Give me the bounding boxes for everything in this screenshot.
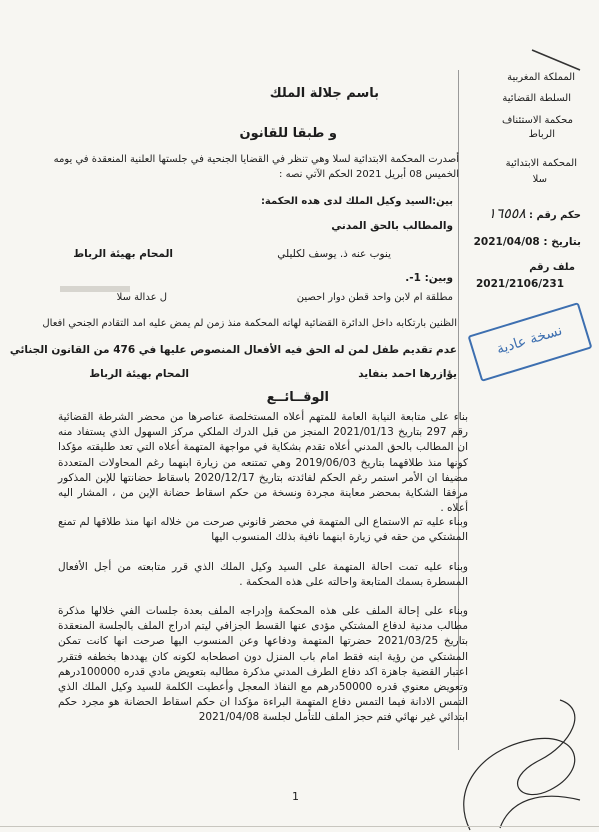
copy-stamp: نسخة عادية: [468, 302, 593, 382]
and-line: وبين: 1-.: [405, 272, 453, 284]
file-number: 2021/2106/231: [476, 278, 565, 290]
defendant-detail: ل عدالة سلا: [116, 292, 167, 303]
defendant-address: مطلقة ام لابن واحد قطن دوار احصين: [296, 292, 453, 303]
page-number: 1: [292, 790, 299, 803]
facts-paragraph-2: وبناء عليه تم الاستماع الى المتهمة في محضر قانوني صرحت من خلاله انها منذ طلاقها لم تمنع المشتكي من حقه في زيارة ابنهما نافية بذلك المنسوب اليها: [58, 516, 468, 544]
signature-icon: [440, 690, 599, 832]
representative-2-role: المحام بهيئة الرباط: [89, 368, 189, 380]
charge-line: عدم تقديم طفل لمن له الحق فيه الأفعال المنصوص عليها في 476 من القانون الجنائي: [9, 344, 457, 356]
ruling-date-label: بتاريخ :: [543, 236, 581, 248]
facts-paragraph-1: بناء على متابعة النيابة العامة للمتهم أعلاه المستخلصة عناصرها من محضر الشرطة القضائية رقم 297 بتاريخ 2021/01/13 المنجز من قبل الدرك الملكي مركز السهول الذي يستفاد منه ان المطالب بالحق المدني أعلاه تقدم بشكاية في مواجهة المتهمة أعلاه التي تعد طليقته مؤكدا كونها منذ طلاقهما بتاريخ 2019/06/03 وهي تمتنعه من زيارة ابنهما رغم المحاولات المتعددة مضيفا ان الأمر استمر رغم الحكم لفائدته بتاريخ 2020/12/17 باسقاط حضانتها للإبن المذكور مرفقا الشكاية بمحضر معاينة مجردة ونسخة من حكم اسقاط حضانة الإبن من ، المشار اليه أعلاه .: [58, 411, 469, 515]
ruling-number-row: [488, 206, 581, 222]
intro-line-2: الخميس 08 أبريل 2021 الحكم الآتي نصه :: [279, 169, 459, 180]
representative-1-name: ينوب عنه ذ. يوسف لكليلي: [277, 248, 391, 260]
pen-mark-icon: [528, 46, 588, 74]
representative-2-name: يؤازرها احمد بنفايد: [358, 368, 457, 380]
per-law: و طبقا للقانون: [239, 126, 337, 141]
intro: [49, 152, 459, 182]
invocation: باسم جلالة الملك: [269, 86, 379, 101]
ruling-date: 2021/04/08: [473, 236, 540, 248]
sidebar-first-court: المحكمة الابتدائية: [505, 158, 577, 169]
fold-line: [0, 826, 599, 827]
facts-paragraph-4: وبناء على إحالة الملف على هذه المحكمة وإدراجه الملف بعدة جلسات الفي خلالها مذكرة مطالب مدنية لدفاع المشتكي مؤدى عنها القسط الجزافي ليتم ادراج الملف بالجلسة المنعقدة بتاريخ 2021/03/25 حضرتها المتهمة ودفاعها وعن المنسوب اليها صرحت انها كانت تمكن المشتكي من رؤية ابنه فقط امام باب المنزل دون اصطحابه لكونه كان يهددها بخطفه فتقرر اعتبار القضية جاهزة اكد دفاع الطرف المدني مذكرة مطالبه بتعويض مادي قدره 100000درهم وتعويض معنوي قدره 50000درهم مع النفاذ المعجل وأعطيت الكلمة للسيد وكيل الملك الذي التمس الادانة فيما التمس دفاع المتهمة البراءة مؤكدا ان حكم اسقاط الحضانة هو مجرد حكم ابتدائي غير نهائي فتم حجز الملف للتأمل لجلسة 2021/04/08: [58, 605, 468, 724]
facts-heading: الوقــائــع: [266, 390, 329, 405]
facts-paragraph-3: وبناء عليه تمت احالة المتهمة على السيد وكيل الملك الذي قرر متابعته من أجل الأفعال المسطرة بسمك المتابعة واحالته على هذه المحكمة .: [58, 561, 468, 589]
sidebar-appeal-court: محكمة الاستئناف: [502, 115, 573, 126]
sidebar-first-city: سلا: [532, 174, 547, 185]
suspect-line: الظنين بارتكابه داخل الدائرة القضائية لهاته المحكمة منذ زمن لم يمض عليه امد التقادم الجنحي افعال: [42, 318, 457, 329]
between-line: بين:السيد وكيل الملك لدى هده الحكمة:: [260, 196, 453, 207]
ruling-date-row: [474, 236, 581, 248]
sidebar-authority: السلطة القضائية: [502, 93, 571, 104]
file-number-label: ملف رقم: [529, 262, 575, 273]
representative-1-role: المحام بهيئة الرباط: [73, 248, 173, 260]
intro-line-1: أصدرت المحكمة الابتدائية لسلا وهي تنظر في القضايا الجنحية في جلستها العلنية المنعقدة في يومه: [53, 154, 459, 165]
ruling-number-label: حكم رقم :: [529, 210, 581, 221]
sidebar-appeal-city: الرباط: [528, 129, 555, 140]
redaction-bar: [60, 286, 130, 292]
ruling-number: ١٦٥٥٨: [488, 206, 526, 222]
sidebar-kingdom: المملكة المغربية: [507, 72, 575, 83]
civil-claimant: والمطالب بالحق المدني: [331, 220, 453, 232]
